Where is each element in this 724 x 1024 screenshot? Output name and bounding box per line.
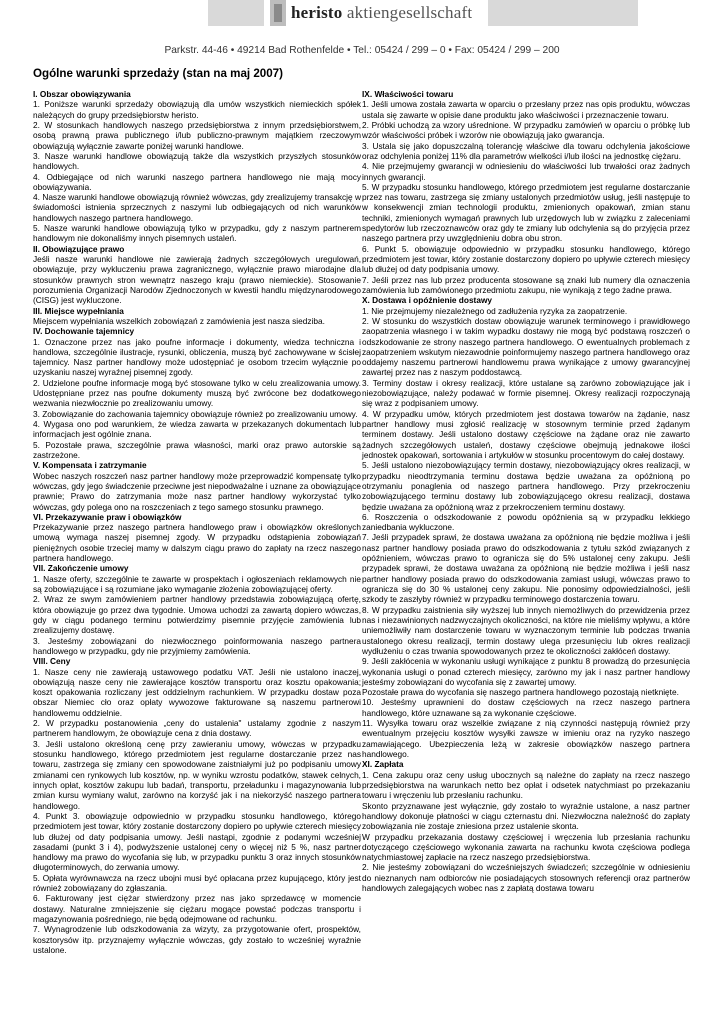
section-heading: V. Kompensata i zatrzymanie (33, 460, 147, 471)
paragraph: 2. Próbki uchodzą za wzory uśrednione. W przypadku zamówień w oparciu o próbkę lub wzór właściwości próbek i wzorów nie obowiązują jako gwarancja. (362, 119, 690, 141)
paragraph: 1. Nasze oferty, szczególnie te zawarte w prospektach i ogłoszeniach reklamowych nie są zobowiązujące i są rozumiane jako wymaganie złożenia zobowiązującej oferty. (33, 573, 361, 594)
paragraph: 4. Nasze warunki handlowe obowiązują również wówczas, gdy zrealizujemy transakcję w świadomości istnienia sprzecznych z naszymi lub odbiegających od nich warunków handlowych naszego partnera handlowego. (33, 192, 361, 223)
brand-bold: heristo (291, 3, 343, 22)
paragraph: 11. Wysyłka towaru oraz wszelkie związane z nią czynności następują również przy ewentualnym przejęciu kosztów wysyłki zawsze w imieniu oraz na ryzyko naszego zamawiającego. Ubezpieczenia leżą w zakresie obowiązków naszego partnera handlowego. (362, 718, 690, 759)
paragraph: Jeśli nasze warunki handlowe nie zawierają żadnych szczegółowych uregulowań, obowiązuje, przy wykluczeniu prawa zagranicznego, wyłącznie prawo miarodajne dla stosunków prawnych stron wewnątrz naszego kraju (prawo niemieckie). Stosowanie porozumienia Organizacji Narodów Zjednoczonych w kwestii handlu międzynarodowego (CISG) jest wykluczone. (33, 254, 361, 306)
paragraph: Skonto przyznawane jest wyłącznie, gdy zostało to wyraźnie ustalone, a nasz partner handlowy dokonuje płatności w ciągu czternastu dni. Niezwłoczna należność do zapłaty zobowiązania nie zostaje zniesiona przez ustalenie skonta. (362, 800, 690, 832)
paragraph: 1. Poniższe warunki sprzedaży obowiązują dla umów wszystkich niemieckich spółek należących do grupy przedsiębiorstw heristo. (33, 99, 361, 120)
section-heading: XI. Zapłata (362, 759, 404, 770)
paragraph: 5. Pozostałe prawa, szczególnie prawa własności, marki oraz prawo autorskie są zastrzeżone. (33, 439, 361, 460)
company-logo-text (291, 3, 472, 23)
paragraph: 3. Jesteśmy zobowiązani do niezwłocznego poinformowania naszego partnera handlowego w przypadku, gdy nie przyjmiemy zamówienia. (33, 635, 361, 656)
logo-bar-right (488, 0, 638, 26)
section-heading: VI. Przekazywanie praw i obowiązków (33, 511, 182, 522)
heristo-logo-icon (270, 0, 286, 26)
paragraph: 7. Jeśli przypadek sprawi, że dostawa uważana za opóźnioną nie będzie możliwa i jeśli nasz partner handlowy posiada prawo do odszkodowania z tytułu szkód związanych z opóźnieniem, wówczas prawo to ogranicza się do 5% ustalonej ceny zakupu. Jeśli przypadek sprawi, że dostawa uważana za opóźnioną nie będzie możliwa i jeśli nasz partner handlowy posiada prawo do odszkodowania zamiast usługi, wówczas prawo to ogranicza się do 30 % ustalonej ceny zakupu. Nie ponosimy odpowiedzialności, jeśli szkody te zaszłyby również w przypadku terminowego dostarczenia towaru. (362, 532, 690, 605)
left-column (33, 89, 361, 955)
section-heading: I. Obszar obowiązywania (33, 89, 131, 99)
section-heading: III. Miejsce wypełniania (33, 305, 124, 316)
paragraph: W przypadku przekazania dostawy częściowej i wręczenia lub przesłania rachunku dotyczącego częściowego wykonania zawarta na rachunku kwota częściowa podlega natychmiastowej zapłacie na rzecz naszego przedsiębiorstwa. (362, 831, 690, 863)
paragraph: 6. Fakturowany jest ciężar stwierdzony przez nas jako sprzedawcę w momencie dostawy. Naturalne zmniejszenie się ciężaru mogące powstać podczas transportu i magazynowania pośredniego, nie będą odejmowane od rachunku. (33, 893, 361, 924)
paragraph: 3. Ustala się jako dopuszczalną tolerancję właściwe dla towaru odchylenia jakościowe oraz odchylenia poniżej 11% dla parametrów wielkości i/lub ilości na jednostkę ciężaru. (362, 140, 690, 161)
right-column (362, 89, 690, 893)
paragraph: 5. W przypadku stosunku handlowego, którego przedmiotem jest regularne dostarczanie przez nas towaru, zastrzega się zmiany ustalonych przedmiotów usług, jeśli następuje to w konsekwencji zmian technologii produktu, zmienionych opakowań, zmian stanu techniki, zmienionych wymagań prawnych lub urzędowych lub w związku z zaleceniami spedytorów lub rzeczoznawców oraz gdy te zmiany lub odchylenia są do przyjęcia przez naszego partnera przy uwzględnieniu dobra obu stron. (362, 181, 690, 244)
paragraph: 5. Nasze warunki handlowe obowiązują tylko w przypadku, gdy z naszym partnerem handlowym nie dokonaliśmy innych pisemnych ustaleń. (33, 223, 361, 244)
paragraph: Wobec naszych roszczeń nasz partner handlowy może przeprowadzić kompensatę tylko wówczas, gdy jego świadczenie przeciwne jest niepodważalne i uznane za obowiązujące prawnie; Prawo do zatrzymania może nasz partner handlowy wykorzystać tylko wówczas, gdy polega ono na roszczeniach z tego samego stosunku prawnego. (33, 470, 361, 512)
paragraph: 1. Nasze ceny nie zawierają ustawowego podatku VAT. Jeśli nie ustalono inaczej, obowiązują nasze ceny nie zawierające kosztów transportu oraz kosztu opakowania; koszt opakowania rozliczany jest oddzielnym rachunkiem. W przypadku dostaw poza obszar Niemiec cło oraz opłaty wywozowe fakturowane są naszemu partnerowi handlowemu oddzielnie. (33, 666, 361, 718)
paragraph: 4. Wygasa ono pod warunkiem, że wiedza zawarta w przekazanych dokumentach lub informacjach jest ogólnie znana. (33, 419, 361, 440)
paragraph: Przekazywanie przez naszego partnera handlowego praw i obowiązków określonych umową wymaga naszej pisemnej zgody. W przypadku odstąpienia zobowiązań pieniężnych osobie trzeciej mamy w dalszym ciągu prawo do zapłaty na rzecz naszego partnera handlowego. (33, 522, 361, 564)
paragraph: 1. Jeśli umowa została zawarta w oparciu o przesłany przez nas opis produktu, wówczas ustala się zawarte w opisie dane produktu jako właściwości i przeznaczenie towaru. (362, 99, 690, 120)
paragraph: 2. W stosunku do wszystkich dostaw obowiązuje warunek terminowego i prawidłowego zaopatrzenia własnego i w takim wypadku dostawy nie mogą być podstawą roszczeń o odszkodowanie ze strony naszego partnera handlowego. O ewentualnych problemach z zaopatrzeniem wskutym niezawodnie poinformujemy naszego partnera handlowego oraz oddajemy naszemu partnerowi handlowemu prawa wynikające z umowy gwarancyjnej zawartej przez nas z naszym poddostawcą. (362, 315, 690, 378)
paragraph: 7. Jeśli przez nas lub przez producenta stosowane są znaki lub numery dla oznaczenia zamówienia lub zamówionego przedmiotu zakupu, nie wynikają z tego żadne prawa. (362, 274, 690, 295)
company-address: Parkstr. 44-46 • 49214 Bad Rothenfelde • Tel.: 05424 / 299 – 0 • Fax: 05424 / 299 – 200 (164, 45, 560, 56)
paragraph: 4. Punkt 3. obowiązuje odpowiednio w przypadku stosunku handlowego, którego przedmiotem jest towar, który zostanie dostarczony dopiero po upływie czterech miesięcy lub dłużej od daty podpisania umowy. Jeśli nastąpi, zgodnie z podanymi wcześniej zasadami (punkt 3 i 4), podwyższenie ustalonej ceny o więcej niż 5 %, nasz partner handlowy ma prawo do wycofania się lub, w przypadku punktu 3 oraz innych stosunków długoterminowych, do zerwania umowy. (33, 810, 361, 873)
paragraph: 3. Zobowiązanie do zachowania tajemnicy obowiązuje również po zrealizowaniu umowy. (33, 408, 358, 419)
paragraph: 3. Terminy dostaw i okresy realizacji, które ustalane są zarówno zobowiązujące jak i niezobowiązujące, należy podawać w formie pisemnej. Okresy realizacji rozpoczynają się wraz z podpisaniem umowy. (362, 377, 690, 409)
section-heading: VIII. Ceny (33, 656, 71, 667)
paragraph: 4. W przypadku umów, których przedmiotem jest dostawa towarów na żądanie, nasz partner handlowy musi zgłosić realizację w stosownym terminie przed żądanym terminem dostawy. Jeśli ustalono dostawy częściowe na żądane oraz nie zawarto żadnych szczegółowych ustaleń, dostawy częściowe obejmują jednakowe ilości jednostek opakowań, sortowania i artykułów w stosunku procentowym do całej dostawy. (362, 408, 690, 460)
paragraph: 2. Wraz ze swym zamówieniem partner handlowy przedstawia zobowiązującą ofertę, która obowiązuje go przez dwa tygodnie. Umowa uchodzi za zawartą dopiero wówczas, gdy w ciągu podanego terminu potwierdzimy pisemnie przyjęcie zamówienia lub zrealizujemy dostawę. (33, 594, 361, 636)
paragraph: 1. Nie przejmujemy niezależnego od zadłużenia ryzyka za zaopatrzenie. (362, 305, 628, 316)
letterhead (0, 0, 724, 70)
paragraph: 10. Jesteśmy uprawnieni do dostaw częściowych na rzecz naszego partnera handlowego, które uznawane są za wykonanie częściowe. (362, 697, 690, 718)
paragraph: 1. Cena zakupu oraz ceny usług ubocznych są należne do zapłaty na rzecz naszego przedsiębiorstwa na warunkach netto bez opłat i odsetek natychmiast po przekazaniu towaru i wręczeniu lub przesłaniu rachunku. (362, 769, 690, 801)
paragraph: 3. Nasze warunki handlowe obowiązują także dla wszystkich przyszłych stosunków handlowych. (33, 150, 361, 172)
paragraph: Pozostałe prawa do wycofania się naszego partnera handlowego pozostają nietknięte. (362, 687, 679, 698)
paragraph: 2. W stosunkach handlowych naszego przedsiębiorstwa z innym przedsiębiorstwem, osobą prawną prawa publicznego i/lub publiczno-prawnym majątkiem rzeczowym obowiązują wyłącznie zawarte poniżej warunki handlowe. (33, 119, 361, 151)
paragraph: Miejscem wypełniania wszelkich zobowiązań z zamówienia jest nasza siedziba. (33, 315, 325, 326)
paragraph: 9. Jeśli zakłócenia w wykonaniu usługi wynikające z punktu 8 prowadzą do przesunięcia wykonania usługi o ponad czterech miesięcy, zarówno my jak i nasz partner handlowy jesteśmy zobowiązani do wycofania się z zawartej umowy. (362, 656, 690, 687)
brand-suffix: aktiengesellschaft (346, 3, 473, 22)
paragraph: 6. Roszczenia o odszkodowanie z powodu opóźnienia są w przypadku lekkiego zaniedbania wykluczone. (362, 511, 690, 533)
document-title: Ogólne warunki sprzedaży (stan na maj 2007) (33, 67, 283, 80)
section-heading: VII. Zakończenie umowy (33, 563, 129, 574)
paragraph: 6. Punkt 5. obowiązuje odpowiednio w przypadku stosunku handlowego, którego przedmiotem jest towar, który zostanie dostarczony dopiero po upływie czterech miesięcy lub dłużej od daty podpisania umowy. (362, 243, 690, 275)
section-heading: IV. Dochowanie tajemnicy (33, 326, 135, 337)
paragraph: 1. Oznaczone przez nas jako poufne informacje i dokumenty, wiedza techniczna i handlowa, szczególnie ilustracje, rysunki, obliczenia, muszą być zachowywane w ścisłej tajemnicy. Nasz partner handlowy może udostępniać je osobom trzecim wyłącznie po uzyskaniu naszej wyraźnej pisemnej zgody. (33, 336, 361, 378)
paragraph: 5. Jeśli ustalono niezobowiązujący termin dostawy, niezobowiązujący okres realizacji, w przypadku nieodtrzymania terminu dostawa będzie uważana za opóźnioną po otrzymaniu ponaglenia od naszego partnera handlowego. Przy przekroczeniu zobowiązującego terminu dostawy lub zobowiązującego okresu realizacji, dostawa będzie uważana za opóźnioną wraz z przekroczeniem terminu dostawy. (362, 460, 690, 512)
paragraph: 8. W przypadku zaistnienia siły wyższej lub innych niemożliwych do przewidzenia przez nas i niezawinionych nadzwyczajnych okoliczności, na które nie mieliśmy wpływu, a które uniemożliwiły nam dostarczenie towaru w wyznaczonym terminie lub podczas trwania ustalonego okresu realizacji, termin dostawy ulega przesunięciu lub okres realizacji wydłużeniu o czas trwania spowodowanych przez te okoliczności zakłóceń dostawy. (362, 604, 690, 656)
paragraph: 2. W przypadku postanowienia „ceny do ustalenia" ustalamy zgodnie z naszym partnerem handlowym, że obowiązuje cena z dnia dostawy. (33, 718, 361, 739)
section-heading: X. Dostawa i opóźnienie dostawy (362, 295, 493, 306)
section-heading: II. Obowiązujące prawo (33, 243, 125, 254)
section-heading: IX. Właściwości towaru (362, 89, 454, 99)
paragraph: 7. Wynagrodzenie lub odszkodowania za wizyty, za przygotowanie ofert, prospektów, kosztorysów itp. przyznajemy wyłącznie wówczas, gdy zostało to wcześniej wyraźnie ustalone. (33, 924, 361, 955)
logo-bar-left (208, 0, 264, 26)
paragraph: 2. Nie jesteśmy zobowiązani do wcześniejszych świadczeń; szczególnie w odniesieniu do nieznanych nam odbiorców nie posiadających stosownych referencji oraz partnerów handlowych zalegających wobec nas z zapłatą dostawa towaru (362, 862, 690, 894)
paragraph: 4. Nie przejmujemy gwarancji w odniesieniu do właściwości lub trwałości oraz żadnych innych gwarancji. (362, 161, 690, 182)
paragraph: 5. Opłata wyrównawcza na rzecz ubojni musi być opłacana przez kupującego, który jest również zobowiązany do zgłaszania. (33, 872, 361, 894)
paragraph: 4. Odbiegające od nich warunki naszego partnera handlowego nie mają mocy obowiązywania. (33, 171, 361, 192)
paragraph: 3. Jeśli ustalono określoną cenę przy zawieraniu umowy, wówczas w przypadku stosunku handlowego, którego przedmiotem jest regularne dostarczanie przez nas towaru, zastrzega się zmiany cen spowodowane zaistniałymi już po podpisaniu umowy zmianami cen rynkowych lub kosztów, np. w wyniku wzrostu podatków, stawek celnych, innych opłat, kosztów zakupu lub badań, transportu, przeładunku i magazynowania lub zmian kursu wymiany walut, zarówno na korzyść jak i na niekorzyść naszego partnera handlowego. (33, 738, 361, 811)
paragraph: 2. Udzielone poufne informacje mogą być stosowane tylko w celu zrealizowania umowy. Udostępniane przez nas poufne dokumenty muszą być zwrócone bez dodatkowego wezwania niezwłocznie po zrealizowaniu umowy. (33, 377, 361, 409)
